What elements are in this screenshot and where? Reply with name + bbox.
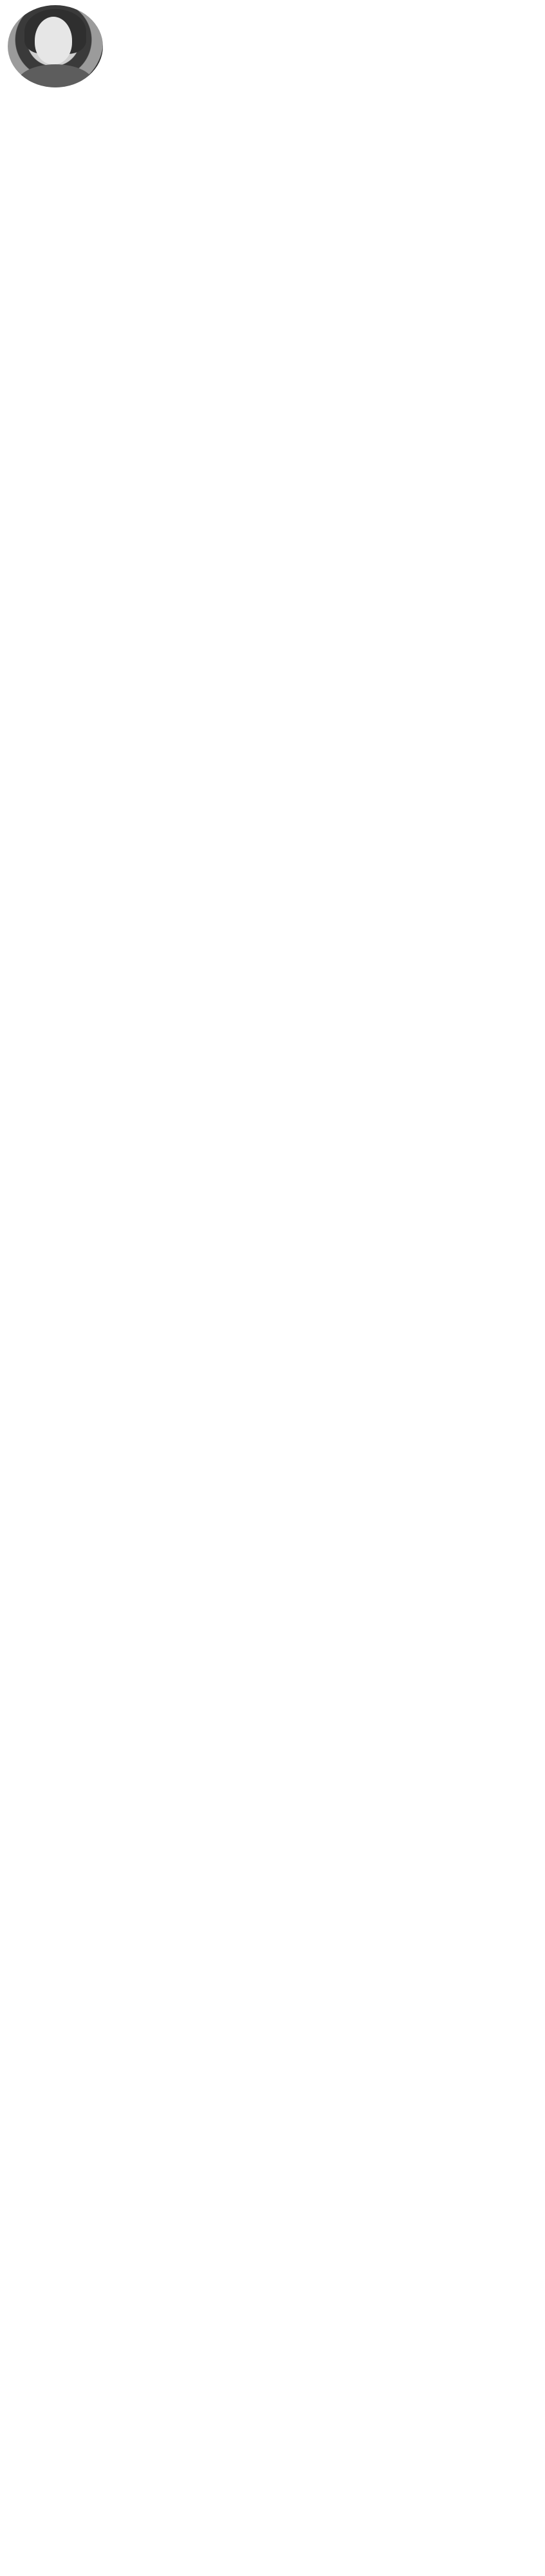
page — [0, 0, 545, 120]
avatar-face — [35, 17, 72, 64]
author-avatar[interactable] — [8, 5, 103, 87]
avatar-shoulders — [17, 64, 94, 87]
author-info — [127, 5, 526, 12]
author-header — [8, 0, 537, 87]
